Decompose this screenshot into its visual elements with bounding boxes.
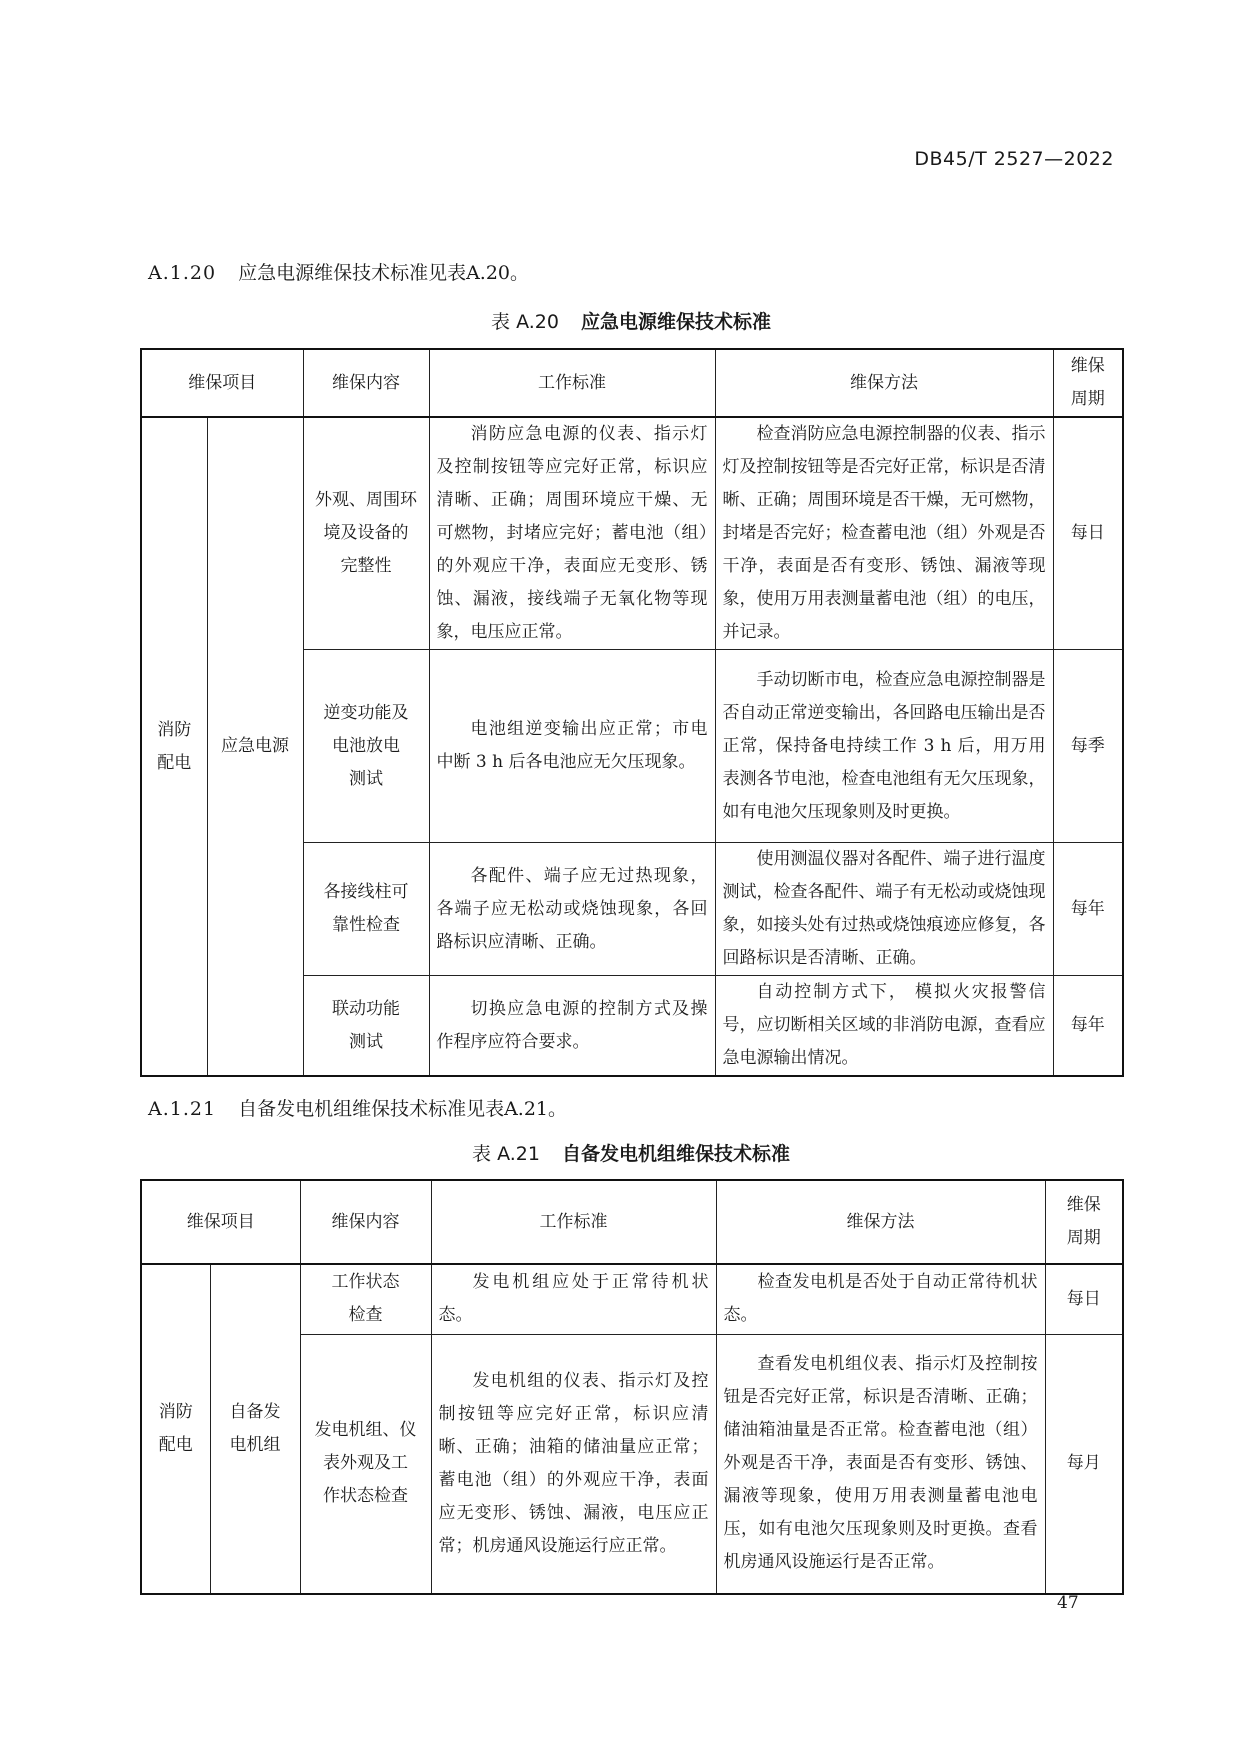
period-cell: 每月 [1045, 1334, 1123, 1594]
standard-text: 消防应急电源的仪表、指示灯及控制按钮等应完好正常，标识应清晰、正确；周围环境应干燥、无可燃物，封堵应完好；蓄电池（组）的外观应干净，表面应无变形、锈蚀、漏液，接线端子无氧化物等现象，电压应正常。 [436, 424, 708, 642]
table-a20-caption [0, 307, 1241, 334]
header-period-line: 维保 [1066, 1195, 1101, 1215]
item-line: 自备发 [229, 1402, 281, 1422]
clause-a121 [148, 1094, 567, 1121]
caption-title: 自备发电机组维保技术标准 [561, 1143, 790, 1165]
content-line: 表外观及工 [323, 1453, 408, 1474]
header-method: 维保方法 [715, 349, 1053, 417]
method-text: 手动切断市电，检查应急电源控制器是否自动正常逆变输出，各回路电压输出是否正常，保持备电持续工作 3 h 后，用万用表测各节电池，检查电池组有无欠压现象，如有电池欠压现象则及时更换。 [722, 669, 1046, 822]
standard-text: 发电机组应处于正常待机状态。 [438, 1272, 709, 1326]
group-line: 配电 [157, 752, 192, 773]
period-cell: 每年 [1053, 976, 1123, 1077]
method-cell [715, 976, 1053, 1077]
table-a21 [140, 1179, 1124, 1595]
table-header-row [141, 1180, 1123, 1264]
group-line: 消防 [158, 1402, 193, 1422]
content-cell [300, 1334, 431, 1594]
table-row [141, 1264, 1123, 1334]
method-text: 检查发电机是否处于自动正常待机状态。 [723, 1272, 1038, 1326]
header-period-line: 周期 [1066, 1228, 1101, 1248]
document-code: DB45/T 2527—2022 [914, 148, 1114, 170]
standard-cell [429, 976, 715, 1077]
table-header-row [141, 349, 1123, 417]
content-cell [300, 1264, 431, 1334]
group-cell [141, 1264, 210, 1594]
header-content: 维保内容 [303, 349, 429, 417]
standard-text: 各配件、端子应无过热现象，各端子应无松动或烧蚀现象，各回路标识应清晰、正确。 [436, 865, 708, 952]
standard-cell [429, 843, 715, 976]
standard-text: 电池组逆变输出应正常；市电中断 3 h 后各电池应无欠压现象。 [436, 719, 708, 772]
header-period-line: 周期 [1070, 389, 1105, 409]
method-cell [715, 843, 1053, 976]
content-line: 联动功能 [332, 998, 400, 1019]
content-line: 测试 [349, 768, 383, 789]
method-cell [716, 1264, 1045, 1334]
method-cell [716, 1334, 1045, 1594]
period-cell: 每年 [1053, 843, 1123, 976]
item-cell: 应急电源 [207, 417, 303, 1076]
clause-text: 应急电源维保技术标准见表A.20。 [238, 262, 530, 284]
content-line: 逆变功能及 [323, 702, 409, 723]
method-text: 查看发电机组仪表、指示灯及控制按钮是否完好正常，标识是否清晰、正确；储油箱油量是否正常。检查蓄电池（组）外观是否干净，表面是否有变形、锈蚀、漏液等现象，使用万用表测量蓄电池电压，如有电池欠压现象则及时更换。查看机房通风设施运行是否正常。 [723, 1354, 1038, 1573]
content-line: 测试 [349, 1031, 383, 1052]
group-line: 消防 [157, 719, 192, 740]
header-method: 维保方法 [716, 1180, 1045, 1264]
content-line: 外观、周围环 [315, 490, 417, 510]
group-line: 配电 [158, 1435, 193, 1455]
item-cell [210, 1264, 300, 1594]
header-item: 维保项目 [141, 1180, 300, 1264]
standard-cell [431, 1334, 716, 1594]
table-a20 [140, 348, 1124, 1077]
table-row [141, 417, 1123, 650]
content-line: 各接线柱可 [323, 882, 409, 902]
content-cell [303, 843, 429, 976]
standard-cell [429, 417, 715, 650]
content-line: 电池放电 [332, 735, 400, 756]
header-content: 维保内容 [300, 1180, 431, 1264]
method-cell [715, 417, 1053, 650]
header-period [1053, 349, 1123, 417]
period-cell: 每季 [1053, 650, 1123, 843]
content-line: 境及设备的 [323, 523, 409, 543]
clause-number: A.1.20 [148, 262, 217, 284]
period-cell: 每日 [1053, 417, 1123, 650]
standard-cell [429, 650, 715, 843]
caption-number: 表 A.21 [472, 1143, 540, 1165]
clause-a120 [148, 258, 529, 285]
content-cell [303, 417, 429, 650]
content-line: 工作状态 [331, 1272, 400, 1293]
method-text: 使用测温仪器对各配件、端子进行温度测试，检查各配件、端子有无松动或烧蚀现象，如接头处有过热或烧蚀痕迹应修复，各回路标识是否清晰、正确。 [722, 849, 1046, 968]
table-a21-caption [0, 1139, 1241, 1166]
clause-text: 自备发电机组维保技术标准见表A.21。 [238, 1098, 568, 1120]
period-cell: 每日 [1045, 1264, 1123, 1334]
content-line: 靠性检查 [332, 915, 400, 935]
method-text: 自动控制方式下， 模拟火灾报警信号，应切断相关区域的非消防电源，查看应急电源输出情况。 [722, 982, 1046, 1068]
content-cell [303, 650, 429, 843]
header-item: 维保项目 [141, 349, 303, 417]
content-line: 检查 [348, 1305, 383, 1326]
header-period [1045, 1180, 1123, 1264]
content-line: 作状态检查 [323, 1486, 408, 1507]
method-cell [715, 650, 1053, 843]
header-standard: 工作标准 [429, 349, 715, 417]
header-period-line: 维保 [1070, 356, 1105, 376]
clause-number: A.1.21 [148, 1098, 217, 1120]
caption-number: 表 A.20 [491, 311, 559, 333]
standard-text: 发电机组的仪表、指示灯及控制按钮等应完好正常，标识应清晰、正确；油箱的储油量应正常；蓄电池（组）的外观应干净，表面应无变形、锈蚀、漏液，电压应正常；机房通风设施运行应正常。 [438, 1370, 709, 1556]
page-number: 47 [1057, 1593, 1079, 1613]
standard-text: 切换应急电源的控制方式及操作程序应符合要求。 [436, 998, 708, 1052]
item-line: 电机组 [229, 1435, 281, 1455]
header-standard: 工作标准 [431, 1180, 716, 1264]
content-line: 完整性 [340, 556, 392, 576]
content-cell [303, 976, 429, 1077]
group-cell [141, 417, 207, 1076]
caption-title: 应急电源维保技术标准 [580, 311, 771, 333]
standard-cell [431, 1264, 716, 1334]
content-line: 发电机组、仪 [314, 1420, 417, 1441]
method-text: 检查消防应急电源控制器的仪表、指示灯及控制按钮等是否完好正常，标识是否清晰、正确；周围环境是否干燥，无可燃物，封堵是否完好；检查蓄电池（组）外观是否干净，表面是否有变形、锈蚀、漏液等现象，使用万用表测量蓄电池（组）的电压，并记录。 [722, 424, 1046, 642]
